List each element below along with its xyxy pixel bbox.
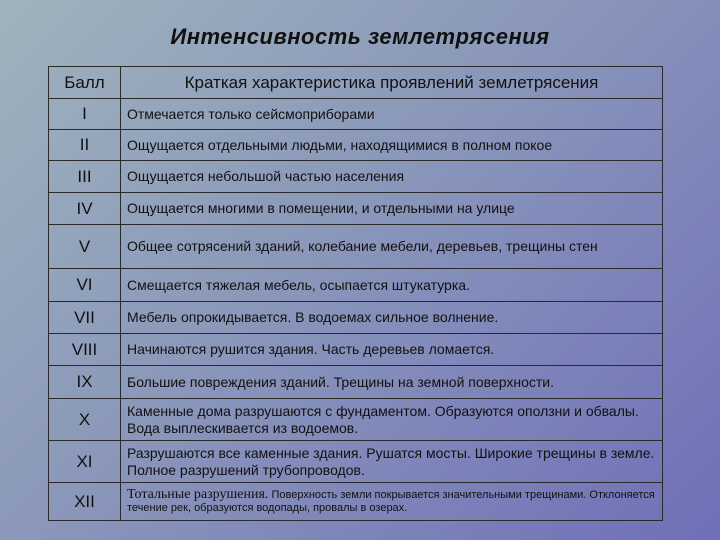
table-row (49, 225, 663, 269)
row-score: X (49, 399, 121, 441)
table-row (49, 399, 663, 441)
row-description: Разрушаются все каменные здания. Рушатся мосты. Широкие трещины в земле. Полное разрушений трубопроводов. (121, 441, 663, 483)
table-row (49, 99, 663, 130)
table-row (49, 193, 663, 225)
table-row (49, 302, 663, 334)
table-row (49, 269, 663, 302)
intensity-table (48, 66, 663, 521)
table-row (49, 483, 663, 521)
page-title: Интенсивность землетрясения (170, 24, 550, 49)
table-header-row (49, 67, 663, 99)
row-description: Большие повреждения зданий. Трещины на земной поверхности. (121, 366, 663, 399)
row-description: Общее сотрясений зданий, колебание мебели, деревьев, трещины стен (121, 225, 663, 269)
row-description: Ощущается небольшой частью населения (121, 161, 663, 193)
header-description: Краткая характеристика проявлений землетрясения (121, 67, 663, 99)
row-score: I (49, 99, 121, 130)
row-description: Мебель опрокидывается. В водоемах сильное волнение. (121, 302, 663, 334)
table-row (49, 366, 663, 399)
row-score: VI (49, 269, 121, 302)
row-score: VII (49, 302, 121, 334)
row-description: Смещается тяжелая мебель, осыпается штукатурка. (121, 269, 663, 302)
header-score: Балл (49, 67, 121, 99)
row-score: III (49, 161, 121, 193)
row-score: IX (49, 366, 121, 399)
row-score: II (49, 130, 121, 161)
table-row (49, 334, 663, 366)
table-row (49, 130, 663, 161)
row-description: Ощущается отдельными людьми, находящимися в полном покое (121, 130, 663, 161)
table-row (49, 441, 663, 483)
row-score: XII (49, 483, 121, 521)
table-row (49, 161, 663, 193)
row-description-rest: Поверхность земли покрывается значительными трещинами. Отклоняется течение рек, образуются водопады, провалы в озерах. (127, 489, 655, 514)
row-description: Начинаются рушится здания. Часть деревьев ломается. (121, 334, 663, 366)
row-score: IV (49, 193, 121, 225)
row-score: V (49, 225, 121, 269)
row-description: Ощущается многими в помещении, и отдельными на улице (121, 193, 663, 225)
row-score: VIII (49, 334, 121, 366)
row-description: Отмечается только сейсмоприборами (121, 99, 663, 130)
row-description: Каменные дома разрушаются с фундаментом. Образуются оползни и обвалы. Вода выплескивается из водоемов. (121, 399, 663, 441)
row-score: XI (49, 441, 121, 483)
row-description (121, 483, 663, 521)
row-description-lead: Тотальные разрушения. (127, 487, 269, 502)
